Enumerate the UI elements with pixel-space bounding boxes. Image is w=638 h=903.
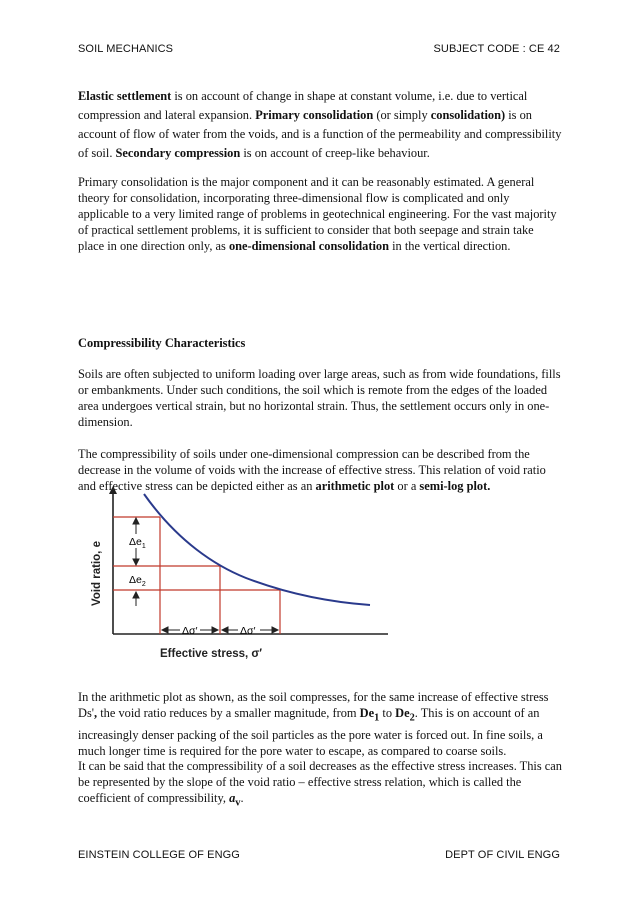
page-header [78, 43, 560, 55]
page-footer [78, 849, 560, 861]
text: It can be said that the compressibility of a soil decreases as the effective stress increases. This can be represented by the slope of the void ratio – effective stress relation, which is called the coefficient of compressibility, [78, 759, 562, 806]
term-consolidation: consolidation) [430, 108, 506, 123]
term-secondary-compression: Secondary compression [115, 146, 241, 161]
paragraph-uniform-loading: Soils are often subjected to uniform loading over large areas, such as from wide foundations, fills or embankments. Under such conditions, the soil which is remote from the edges of the loaded area undergoes vertical strain, but no horizontal strain. Thus, the settlement occurs only in one-dimension. [78, 367, 561, 430]
text: in the vertical direction. [389, 239, 511, 254]
x-axis-label: Effective stress, σ′ [160, 648, 263, 660]
header-left: SOIL MECHANICS [78, 43, 174, 55]
void-ratio-figure [88, 484, 448, 671]
term-de1: $De_1$ [359, 706, 380, 724]
text: Primary consolidation is the major component and it can be reasonably estimated. A general theory for consolidation, incorporating three-dimensional flow is complicated and only applicable to a very limited range of problems in geotechnical engineering. For the vast majority of practical settlement problems, it is sufficient to consider that both seepage and strain take place in one direction only, as [78, 175, 557, 254]
y-axis-label: Void ratio, e [91, 541, 103, 606]
text: (or simply [373, 108, 431, 123]
text: . This is on account of an increasingly denser packing of the soil particles as the pore water is forced out. In fine soils, a much longer time is required for the pore water to escape, as compared to coarse soils. [78, 706, 543, 758]
text: is on account of flow of water from the voids, and is a function of the permeability and compressibility of soil. [78, 108, 562, 161]
text: or a [394, 479, 420, 494]
footer-right: DEPT OF CIVIL ENGG [445, 849, 560, 861]
text: is on account of change in shape at constant volume, i.e. due to vertical compression and lateral expansion. [78, 89, 528, 123]
paragraph-settlement-types [78, 87, 562, 163]
paragraph-coefficient [78, 758, 562, 811]
delta-sigma-2-label: Δσ′ [240, 625, 256, 637]
term-semi-log-plot: semi-log plot. [419, 479, 491, 494]
term-one-dimensional-consolidation: one-dimensional consolidation [228, 239, 390, 254]
term-primary-consolidation: Primary consolidation [255, 108, 374, 123]
header-right: SUBJECT CODE : CE 42 [433, 43, 560, 55]
text: the void ratio reduces by a smaller magnitude, from [97, 706, 360, 721]
section-heading: Compressibility Characteristics [78, 336, 246, 351]
text: The compressibility of soils under one-dimensional compression can be described from the decrease in the volume of voids with the increase of effective stress. This relation of void ratio and effective stress can be depicted either as an [78, 447, 546, 494]
delta-sigma-1-label: Δσ′ [182, 625, 198, 637]
term-av: $a_v$ [229, 791, 241, 809]
delta-e2-label: $\Delta e_2$ [129, 574, 146, 588]
delta-e-arrows [133, 518, 139, 606]
term-arithmetic-plot: arithmetic plot [315, 479, 395, 494]
compression-curve [144, 494, 370, 605]
term-elastic-settlement: Elastic settlement [78, 89, 172, 104]
text: In the arithmetic plot as shown, as the soil compresses, for the same increase of effective stress Ds' [78, 690, 549, 721]
paragraph-arithmetic-plot [78, 689, 562, 758]
footer-left: EINSTEIN COLLEGE OF ENGG [78, 849, 240, 861]
term-de2: $De_2$ [395, 706, 415, 724]
text: is on account of creep-like behaviour. [240, 146, 430, 161]
text: , [94, 706, 98, 721]
delta-e1-label: $\Delta e_1$ [129, 536, 146, 550]
figure-svg [88, 484, 448, 666]
text: to [379, 706, 396, 721]
text: . [240, 791, 244, 806]
paragraph-primary-consolidation [78, 174, 562, 254]
